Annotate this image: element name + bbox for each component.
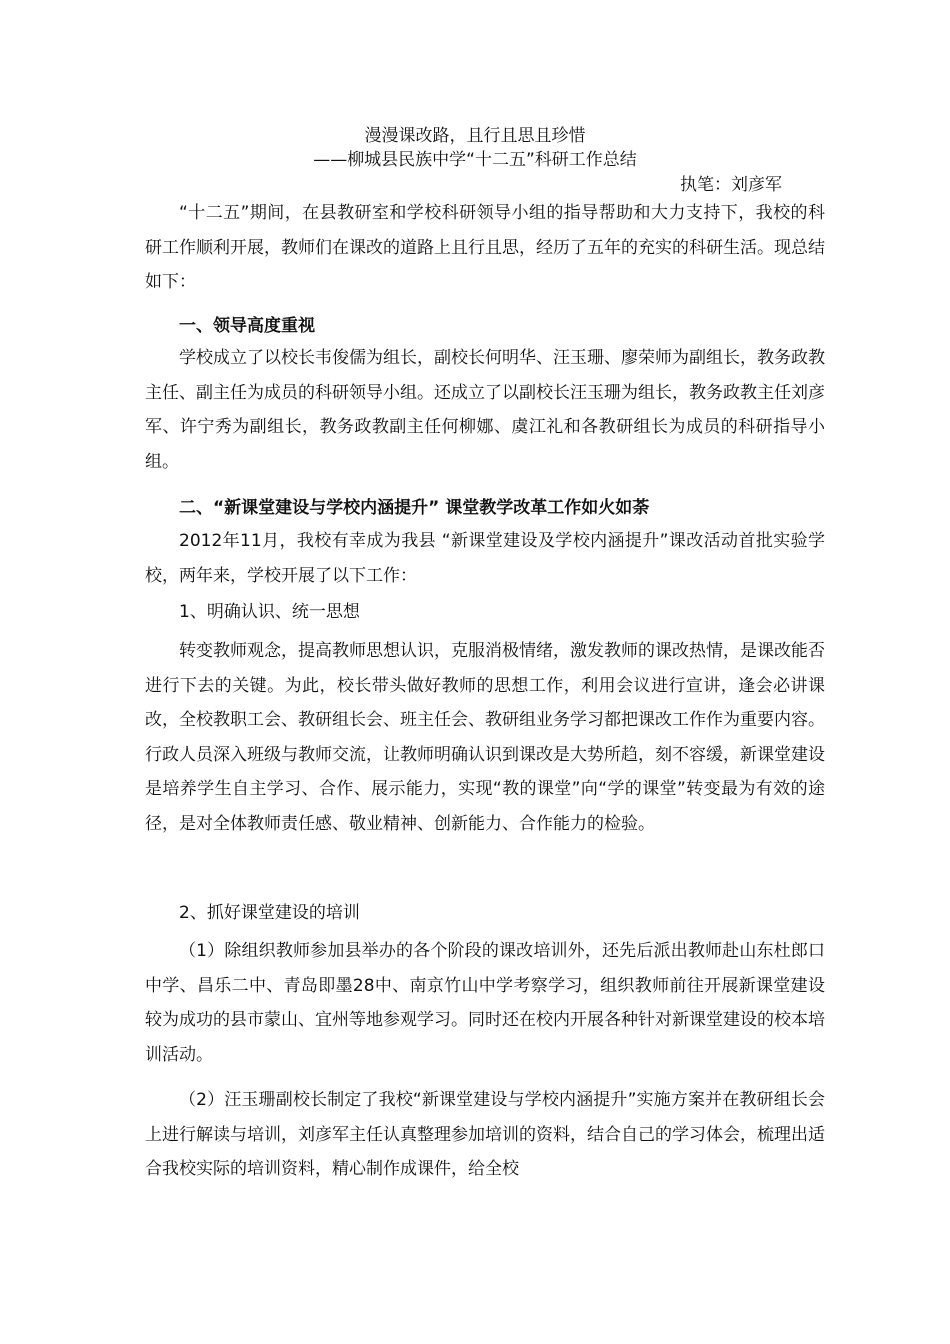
item2-paragraph-1: （1）除组织教师参加县举办的各个阶段的课改培训外，还先后派出教师赴山东杜郎口中学、昌乐二中、青岛即墨28中、南京竹山中学考察学习，组织教师前往开展新课堂建设较为成功的县市蒙山、宜州等地参观学习。同时还在校内开展各种针对新课堂建设的校本培训活动。: [145, 941, 825, 1065]
section1-body: 学校成立了以校长韦俊儒为组长，副校长何明华、汪玉珊、廖荣师为副组长，教务政教主任、副主任为成员的科研领导小组。还成立了以副校长汪玉珊为组长，教务政教主任刘彦军、许宁秀为副组长，教务政教副主任何柳娜、虞江礼和各教研组长为成员的科研指导小组。: [145, 348, 825, 472]
document-subtitle: ——柳城县民族中学“十二五”科研工作总结: [313, 150, 637, 170]
item2-paragraph-2: （2）汪玉珊副校长制定了我校“新课堂建设与学校内涵提升”实施方案并在教研组长会上进行解读与培训，刘彦军主任认真整理参加培训的资料，结合自己的学习体会，梳理出适合我校实际的培训资料，精心制作成课件，给全校: [145, 1090, 825, 1180]
document-author: 执笔：刘彦军: [680, 175, 782, 195]
item1-heading: 1、明确认识、统一思想: [179, 602, 360, 622]
section2-heading: 二、“新课堂建设与学校内涵提升” 课堂教学改革工作如火如荼: [179, 498, 650, 518]
section2-intro: 2012年11月，我校有幸成为我县 “新课堂建设及学校内涵提升”课改活动首批实验学校，两年来，学校开展了以下工作：: [145, 531, 825, 586]
item2-heading: 2、抓好课堂建设的培训: [179, 903, 360, 923]
document-title: 漫漫课改路，且行且思且珍惜: [364, 126, 586, 146]
intro-paragraph: “十二五”期间，在县教研室和学校科研领导小组的指导帮助和大力支持下，我校的科研工作顺利开展，教师们在课改的道路上且行且思，经历了五年的充实的科研生活。现总结如下：: [145, 203, 825, 293]
item1-body: 转变教师观念，提高教师思想认识，克服消极情绪，激发教师的课改热情，是课改能否进行下去的关键。为此，校长带头做好教师的思想工作，利用会议进行宣讲，逢会必讲课改，全校教职工会、教研组长会、班主任会、教研组业务学习都把课改工作作为重要内容。行政人员深入班级与教师交流，让教师明确认识到课改是大势所趋，刻不容缓，新课堂建设是培养学生自主学习、合作、展示能力，实现“教的课堂”向“学的课堂”转变最为有效的途径，是对全体教师责任感、敬业精神、创新能力、合作能力的检验。: [145, 641, 825, 834]
section1-heading: 一、领导高度重视: [179, 316, 315, 336]
